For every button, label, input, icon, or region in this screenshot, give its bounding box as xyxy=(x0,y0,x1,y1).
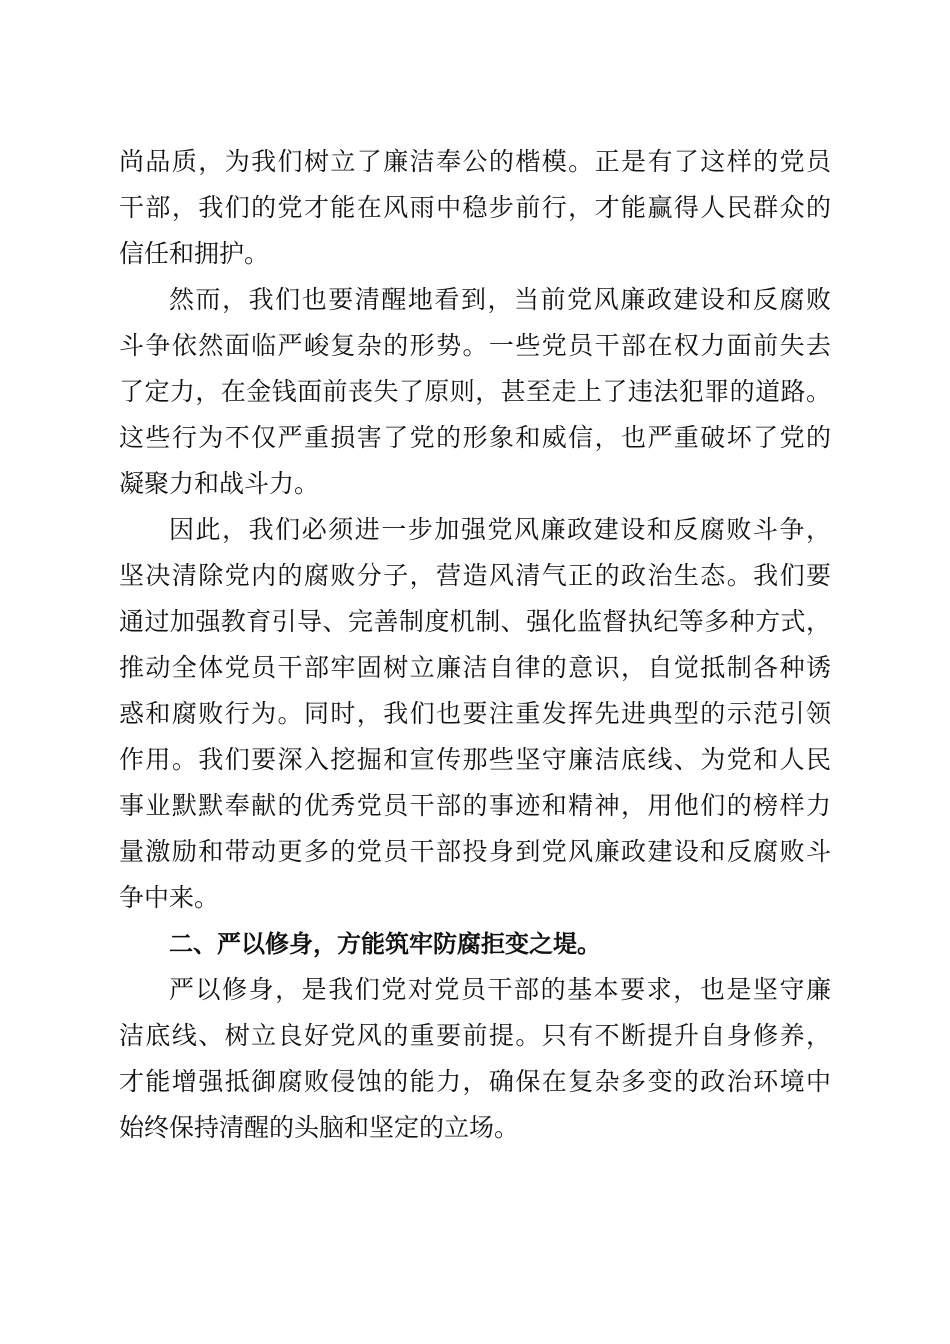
text-line: 然而，我们也要清醒地看到，当前党风廉政建设和反腐败 xyxy=(169,285,831,314)
paragraph xyxy=(119,139,831,277)
text-line: 坚决清除党内的腐败分子，营造风清气正的政治生态。我们要 xyxy=(119,561,831,590)
document-body xyxy=(119,139,831,1151)
text-line: 了定力，在金钱面前丧失了原则，甚至走上了违法犯罪的道路。 xyxy=(119,377,831,406)
text-line: 洁底线、树立良好党风的重要前提。只有不断提升自身修养， xyxy=(119,1021,831,1050)
text-line: 凝聚力和战斗力。 xyxy=(119,469,320,498)
text-line: 干部，我们的党才能在风雨中稳步前行，才能赢得人民群众的 xyxy=(119,193,831,222)
text-line: 始终保持清醒的头脑和坚定的立场。 xyxy=(119,1113,520,1142)
paragraph xyxy=(119,967,831,1151)
text-line: 这些行为不仅严重损害了党的形象和威信，也严重破坏了党的 xyxy=(119,423,831,452)
text-line: 严以修身，是我们党对党员干部的基本要求，也是坚守廉 xyxy=(169,975,831,1004)
text-line: 信任和拥护。 xyxy=(119,239,270,268)
paragraph xyxy=(119,507,831,921)
section-heading: 二、严以修身，方能筑牢防腐拒变之堤。 xyxy=(169,930,601,958)
text-line: 因此，我们必须进一步加强党风廉政建设和反腐败斗争， xyxy=(169,515,831,544)
text-line: 斗争依然面临严峻复杂的形势。一些党员干部在权力面前失去 xyxy=(119,331,831,360)
text-line: 才能增强抵御腐败侵蚀的能力，确保在复杂多变的政治环境中 xyxy=(119,1067,831,1096)
text-line: 争中来。 xyxy=(119,883,220,912)
paragraph xyxy=(119,277,831,507)
text-line: 惑和腐败行为。同时，我们也要注重发挥先进典型的示范引领 xyxy=(119,699,831,728)
text-line: 事业默默奉献的优秀党员干部的事迹和精神，用他们的榜样力 xyxy=(119,791,831,820)
text-line: 通过加强教育引导、完善制度机制、强化监督执纪等多种方式， xyxy=(119,607,831,636)
text-line: 尚品质，为我们树立了廉洁奉公的楷模。正是有了这样的党员 xyxy=(119,147,831,176)
text-line: 作用。我们要深入挖掘和宣传那些坚守廉洁底线、为党和人民 xyxy=(119,745,831,774)
text-line: 推动全体党员干部牢固树立廉洁自律的意识，自觉抵制各种诱 xyxy=(119,653,831,682)
text-line: 量激励和带动更多的党员干部投身到党风廉政建设和反腐败斗 xyxy=(119,837,831,866)
